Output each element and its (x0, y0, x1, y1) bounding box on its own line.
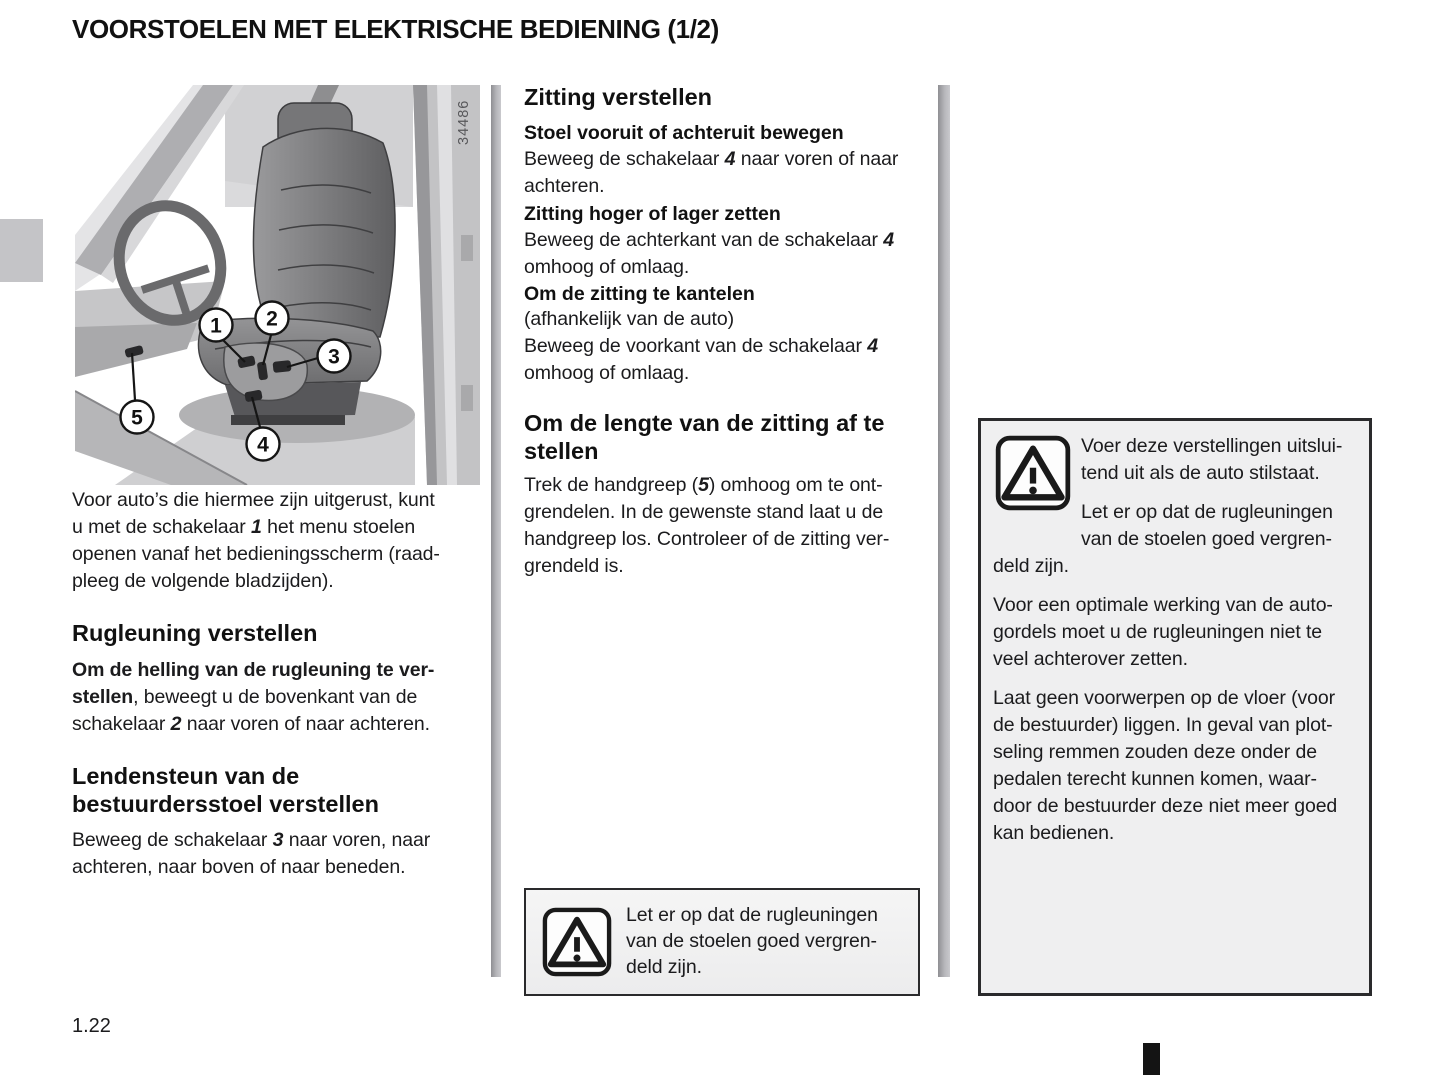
backrest-heading: Rugleuning verstellen (72, 620, 318, 646)
page-title: VOORSTOELEN MET ELEKTRISCHE BEDIENING (1/2) (72, 14, 719, 44)
section-marker (1143, 1043, 1160, 1075)
warning-text-middle: Let er op dat de rugleuningen van de stoelen goed vergren- deld zijn. (626, 904, 878, 978)
callout-number-3: 3 (328, 345, 340, 369)
seat-rail (231, 415, 345, 425)
warning-paragraph-2: Let er op dat de rugleuningen van de stoelen goed vergren- deld zijn. (993, 501, 1333, 577)
length-paragraph: Trek de handgreep (5) omhoog om te ont- grendelen. In de gewenste stand laat u de handgreep los. Controleer of de zitting ver- grendeld is. (524, 474, 890, 577)
warning-paragraph-4: Laat geen voorwerpen op de vloer (voor de bestuurder) liggen. In geval van plot- seling remmen zouden deze onder de pedalen terecht kunnen komen, waar- door de bestuurder deze niet meer goed kan bedienen. (993, 687, 1338, 844)
a-pillar (75, 85, 233, 275)
page-number: 1.22 (72, 1015, 111, 1037)
chapter-tab (0, 219, 43, 282)
warning-box-middle (524, 888, 920, 996)
callout-number-1: 1 (210, 314, 222, 338)
seat-illustration (75, 85, 480, 485)
height-paragraph: Beweeg de achterkant van de schakelaar 4 omhoog of omlaag. (524, 229, 894, 278)
figure-number: 34486 (456, 99, 472, 145)
seat-adjust-heading: Zitting verstellen (524, 84, 713, 110)
lumbar-paragraph: Beweeg de schakelaar 3 naar voren, naar achteren, naar boven of naar beneden. (72, 829, 431, 878)
height-subheading: Zitting hoger of lager zetten (524, 203, 781, 225)
warning-triangle-icon (542, 904, 612, 980)
backrest-paragraph: Om de helling van de rugleuning te ver- stellen, beweegt u de bovenkant van de schakelaar 2 naar voren of naar achteren. (72, 659, 435, 735)
warning-paragraph-3: Voor een optimale werking van de auto- gordels moet u de rugleuningen niet te veel achterover zetten. (993, 594, 1333, 670)
warning-box-right (978, 418, 1372, 996)
column-divider (938, 85, 950, 977)
length-heading: Om de lengte van de zitting af te stellen (524, 410, 885, 464)
forward-paragraph: Beweeg de schakelaar 4 naar voren of naar achteren. (524, 148, 899, 197)
door-striker-bottom (461, 385, 473, 411)
callout-number-2: 2 (266, 307, 278, 331)
callout-number-5: 5 (131, 406, 143, 430)
column-divider (491, 85, 501, 977)
seat-illustration-svg (75, 85, 480, 485)
warning-triangle-icon (995, 435, 1071, 511)
door-striker-top (461, 235, 473, 261)
callout-number-4: 4 (257, 433, 269, 457)
tilt-paragraph: (afhankelijk van de auto) Beweeg de voorkant van de schakelaar 4 omhoog of omlaag. (524, 308, 878, 384)
forward-subheading: Stoel vooruit of achteruit bewegen (524, 122, 844, 144)
warning-paragraph-1: Voer deze verstellingen uitslui- tend uit als de auto stilstaat. (1081, 435, 1343, 484)
intro-paragraph: Voor auto’s die hiermee zijn uitgerust, kunt u met de schakelaar 1 het menu stoelen openen vanaf het bedieningsscherm (raad- pleeg de volgende bladzijden). (72, 489, 440, 592)
lumbar-heading: Lendensteun van de bestuurdersstoel verstellen (72, 763, 379, 817)
tilt-subheading: Om de zitting te kantelen (524, 283, 755, 305)
